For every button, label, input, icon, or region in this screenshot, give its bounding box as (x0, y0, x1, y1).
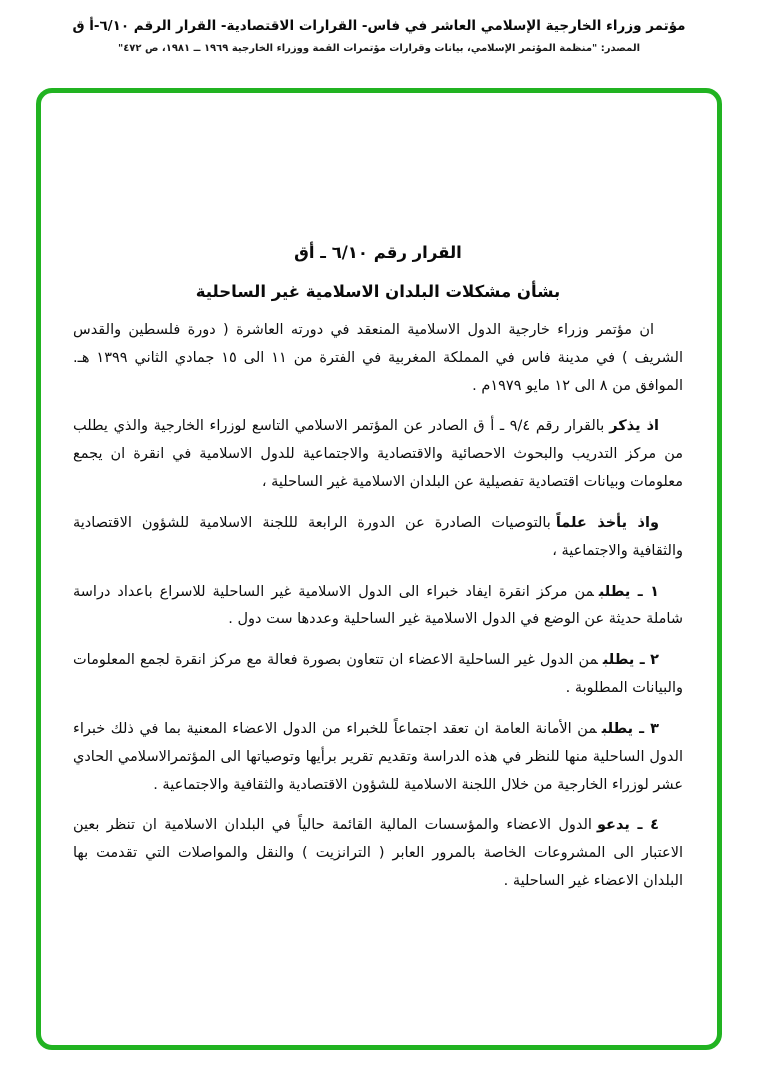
paragraph-body: ان مؤتمر وزراء خارجية الدول الاسلامية المنعقد في دورته العاشرة ( دورة فلسطين والقدس الشريف ) في مدينة فاس في المملكة المغربية في الفترة من ١١ الى ١٥ جمادي الثاني ١٣٩٩ هـ. الموافق من ٨ الى ١٢ مايو ١٩٧٩م . (73, 322, 683, 394)
paragraph-item-3 (73, 716, 683, 799)
paragraph-body: من الدول غير الساحلية الاعضاء ان تتعاون بصورة فعالة مع مركز انقرة لجمع المعلومات والبيانات المطلوبة . (73, 652, 683, 697)
paragraph-recalling (73, 413, 683, 496)
green-border-frame (36, 88, 722, 1050)
paragraph-item-4 (73, 812, 683, 895)
header-source: المصدر: "منظمة المؤتمر الإسلامي، بيانات وقرارات مؤتمرات القمة ووزراء الخارجية ١٩٦٩ ــ ١٩٨١، ص ٤٧٢" (117, 43, 641, 54)
resolution-subject: بشأن مشكلات البلدان الاسلامية غير الساحلية (195, 282, 561, 301)
paragraph-lead: ٤ ـ يدعو (596, 817, 659, 834)
resolution-number: القرار رقم ٦/١٠ ـ أق (294, 243, 462, 262)
paragraph-body: بالقرار رقم ٩/٤ ـ أ ق الصادر عن المؤتمر الاسلامي التاسع لوزراء الخارجية والذي يطلب من مركز التدريب والبحوث الاحصائية والاقتصادية والاجتماعية للدول الاسلامية في انقرة ان يجمع معلومات وبيانات اقتصادية تفصيلية عن البلدان الاسلامية غير الساحلية ، (73, 418, 683, 491)
paragraph-lead: ١ ـ يطلب (598, 583, 659, 600)
resolution-body (73, 317, 683, 896)
header-title: مؤتمر وزراء الخارجية الإسلامي العاشر في فاس- القرارات الاقتصادية- القرار الرقم ٦/١٠-أ ق (72, 18, 686, 34)
paragraph-lead: اذ يذكر (609, 418, 660, 435)
paragraph-lead: ٢ ـ يطلب (602, 652, 660, 669)
paragraph-body: بالتوصيات الصادرة عن الدورة الرابعة لللجنة الاسلامية للشؤون الاقتصادية والثقافية والاجتماعية ، (73, 514, 683, 559)
paragraph-item-2 (73, 647, 683, 703)
paragraph-lead: واذ يأخذ علماً (555, 514, 659, 531)
paragraph-item-1 (73, 579, 683, 635)
document-content (41, 93, 717, 896)
paragraph-noting (73, 510, 683, 566)
paragraph-body: الدول الاعضاء والمؤسسات المالية القائمة حالياً في البلدان الاسلامية ان تنظر بعين الاعتبار الى المشروعات الخاصة بالمرور العابر ( الترانزيت ) والنقل والمواصلات التي تقدمت بها البلدان الاعضاء غير الساحلية . (73, 817, 683, 890)
paragraph-lead: ٣ ـ يطلب (601, 720, 659, 737)
paragraph-preamble (73, 317, 683, 400)
paragraph-body: من الأمانة العامة ان تعقد اجتماعاً للخبراء من الدول الاعضاء المعنية بما في ذلك خبراء الدول الساحلية منها للنظر في هذه الدراسة وتقديم تقرير برأيها وتوصياتها الى المؤتمرالاسلامي الحادي عشر لوزراء الخارجية من خلال اللجنة الاسلامية للشؤون الاقتصادية والثقافية والاجتماعية . (73, 720, 683, 793)
paragraph-body: من مركز انقرة ايفاد خبراء الى الدول الاسلامية غير الساحلية للاسراع باعداد دراسة شاملة حديثة عن الوضع في الدول الاسلامية غير الساحلية وعددها ست دول . (73, 583, 683, 628)
document-header (0, 0, 758, 54)
